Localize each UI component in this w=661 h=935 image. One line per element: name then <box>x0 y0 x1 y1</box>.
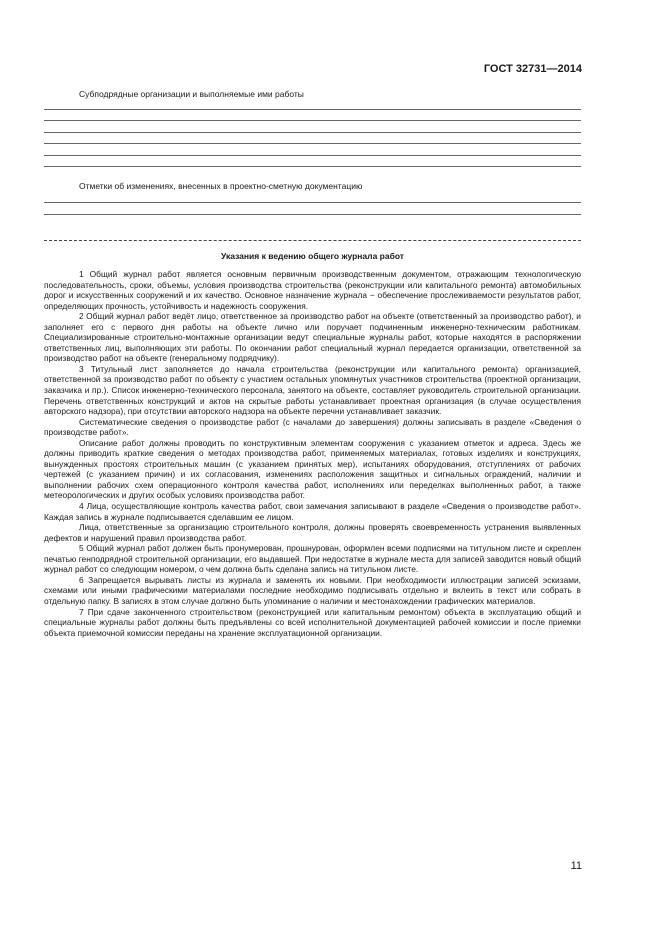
subcontractors-line <box>44 132 581 133</box>
paragraph-control: Лица, ответственные за организацию строительного контроля, должны проверять своевременность устранения выявленных дефектов и нарушений правил производства работ. <box>44 522 581 543</box>
subcontractors-label: Субподрядные организации и выполняемые ими работы <box>79 89 304 99</box>
subcontractors-line <box>44 120 581 121</box>
paragraph-7: 7 При сдаче законченного строительством (реконструкцией или капитальным ремонтом) объекта в эксплуатацию общий и специальные журналы работ должны быть предъявлены со всей исполнительной документацией рабочей комиссии и после приемки объекта приемочной комиссии переданы на хранение эксплуатационной организации. <box>44 606 581 638</box>
page-number: 11 <box>570 860 582 872</box>
paragraph-description: Описание работ должны проводить по конструктивным элементам сооружения с указанием отметок и адреса. Здесь же должны приводить краткие сведения о методах производства работ, применяемых материалах, готовых изделиях и конструкциях, вынужденных простоях строительных машин (с указанием принятых мер), испытаниях оборудования, отступлениях от рабочих чертежей (с указанием причин) и их согласования, изменениях расположения защитных и сигнальных ограждений, наличии и выполнении рабочих схем операционного контроля качества работ, исполнениях или переделках выполненных работ, а также метеорологических и других особых условиях производства работ. <box>44 437 581 501</box>
subcontractors-line <box>44 109 581 110</box>
paragraph-1: 1 Общий журнал работ является основным первичным производственным документом, отражающим технологическую последовательность, сроки, объемы, условия производства строительства (реконструкции или капитального ремонта) автомобильных дорог и искусственных сооружений и их качество. Основное назначение журнала − обеспечение прослеживаемости результатов работ, определяющих прочность, устойчивость и надежность сооружения. <box>44 269 581 311</box>
section-divider <box>44 240 581 241</box>
changes-line <box>44 202 581 203</box>
instructions-body <box>44 269 581 638</box>
instructions-title: Указания к ведению общего журнала работ <box>221 251 404 261</box>
paragraph-5: 5 Общий журнал работ должен быть пронумерован, прошнурован, оформлен всеми подписями на титульном листе и скреплен печатью генподрядной строительной организации, его выдавшей. При недостатке в журнале места для записей заводится новый общий журнал работ со следующим номером, о чем должна быть сделана запись на титульном листе. <box>44 543 581 575</box>
paragraph-6: 6 Запрещается вырывать листы из журнала и заменять их новыми. При необходимости иллюстрации записей эскизами, схемами или иными графическими материалами последние необходимо подписывать отдельно и вклеить в текст или собрать в отдельную папку. В записях в этом случае должно быть упоминание о наличии и местонахождении графических материалов. <box>44 574 581 606</box>
subcontractors-line <box>44 155 581 156</box>
paragraph-2: 2 Общий журнал работ ведёт лицо, ответственное за производство работ на объекте (ответственный за производство работ), и заполняет его с первого дня работы на объекте лично или поручает подчиненным инженерно-техническим работникам. Специализированные строительно-монтажные организации ведут специальные журналы работ, которые находятся в распоряжении ответственных лиц, выполняющих эти работы. По окончании работ специальный журнал передается организации, ответственной за производство работ на объекте (генеральному подрядчику). <box>44 311 581 364</box>
subcontractors-line <box>44 166 581 167</box>
paragraph-systematic: Систематические сведения о производстве работ (с началами до завершения) должны записывать в разделе «Сведения о производстве работ». <box>44 416 581 438</box>
subcontractors-line <box>44 143 581 144</box>
document-header-code: ГОСТ 32731—2014 <box>483 63 582 75</box>
paragraph-3: 3 Титульный лист заполняется до начала строительства (реконструкции или капитального ремонта) организацией, ответственной за производство работ по объекту с участием остальных упомянутых участников строительства (проектной организации, заказчика и пр.). Список инженерно-технического персонала, занятого на объекте, составляет руководитель строительной организации. Перечень ответственных конструкций и актов на скрытые работы устанавливает проектная организация (в случае осуществления авторского надзора), при отсутствии авторского надзора на объекте перечни устанавливает заказчик. <box>44 363 581 417</box>
paragraph-4: 4 Лица, осуществляющие контроль качества работ, свои замечания записывают в разделе «Сведения о производстве работ». Каждая запись в журнале подписывается сделавшим ее лицом. <box>44 501 581 522</box>
changes-label: Отметки об изменениях, внесенных в проектно-сметную документацию <box>79 181 363 191</box>
changes-line <box>44 214 581 215</box>
